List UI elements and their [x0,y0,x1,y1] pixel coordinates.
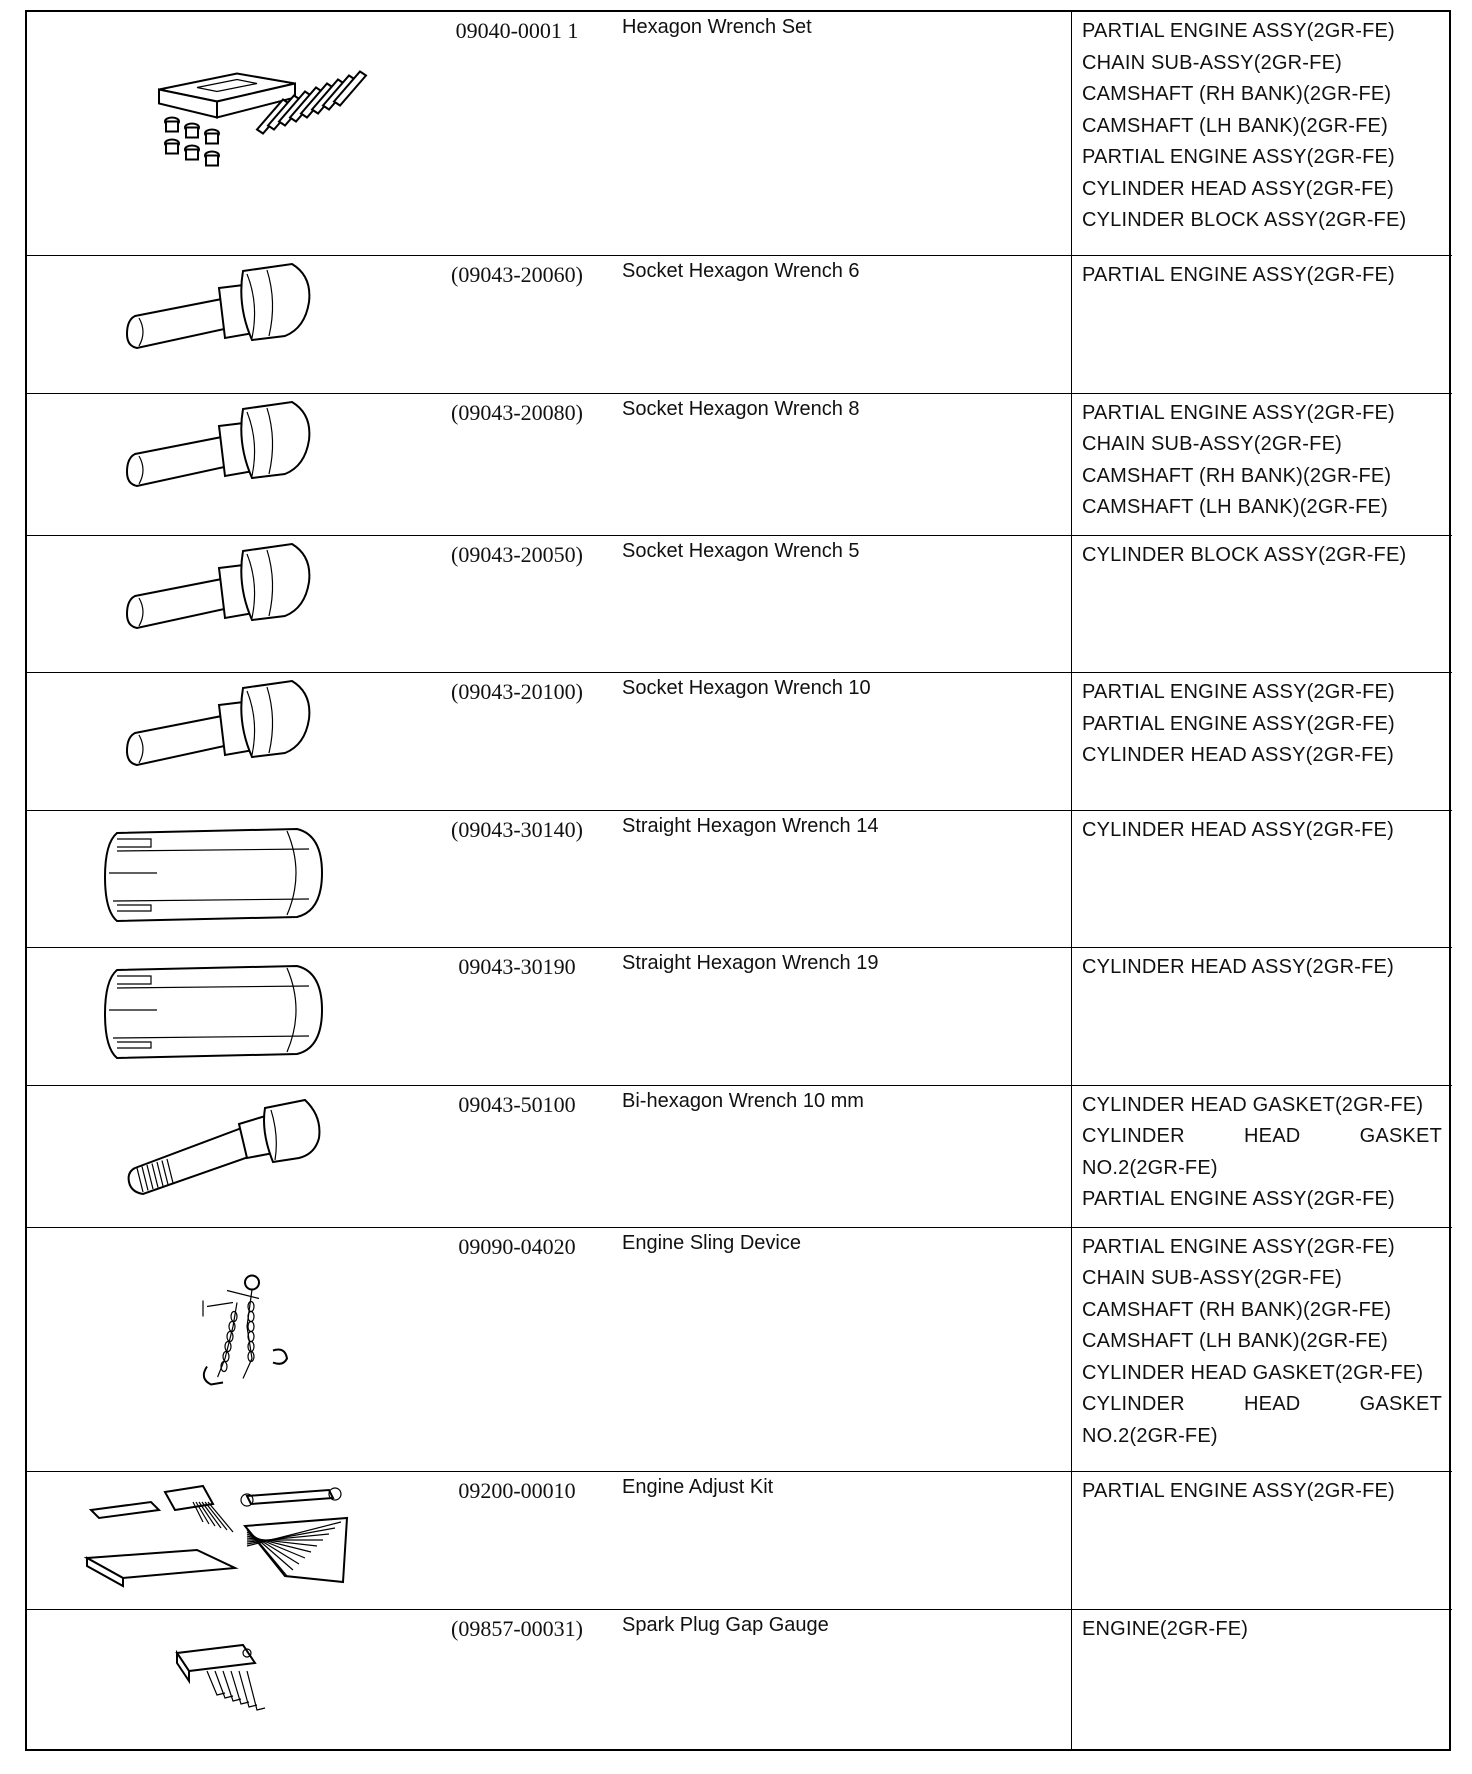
application-list [1072,1086,1452,1216]
applications-cell [1072,535,1453,673]
part-number: (09857-00031) [451,1615,583,1641]
application-item: CHAIN SUB-ASSY(2GR-FE) [1082,433,1342,456]
application-item: CYLINDER BLOCK ASSY(2GR-FE) [1082,543,1407,566]
spark-plug-gap-gauge-illustration [27,1610,427,1749]
part-number: 09043-30190 [458,954,576,980]
part-number: (09043-20080) [451,399,583,425]
tool-cell [27,810,1072,948]
socket-hexagon-wrench-icon [27,256,427,393]
tool-cell [27,673,1072,811]
socket-hexagon-wrench-illustration [27,256,427,393]
tool-cell [27,535,1072,673]
application-item: PARTIAL ENGINE ASSY(2GR-FE) [1082,146,1395,168]
application-item: PARTIAL ENGINE ASSY(2GR-FE) [1082,264,1395,287]
table-row [27,535,1452,673]
application-item: PARTIAL ENGINE ASSY(2GR-FE) [1082,1188,1395,1211]
applications-cell [1072,948,1453,1086]
engine-adjust-kit-illustration [27,1472,427,1609]
application-item: NO.2(2GR-FE) [1082,1156,1218,1179]
table-row [27,1472,1452,1610]
bi-hexagon-wrench-icon [27,1086,427,1227]
table-row [27,256,1452,394]
application-item: CAMSHAFT (RH BANK)(2GR-FE) [1082,83,1392,105]
application-item: CYLINDER HEAD GASKET [1082,1393,1442,1416]
application-list [1072,948,1452,984]
application-item: ENGINE(2GR-FE) [1082,1617,1249,1640]
table-row [27,1227,1452,1471]
table-row [27,673,1452,811]
tool-name: Engine Adjust Kit [622,1476,774,1499]
application-list [1072,1228,1452,1453]
application-item: CYLINDER HEAD ASSY(2GR-FE) [1082,956,1394,979]
tool-name: Socket Hexagon Wrench 10 [622,677,871,700]
spark-plug-gap-gauge-icon [27,1610,427,1749]
tool-name: Socket Hexagon Wrench 5 [622,539,860,562]
bi-hexagon-wrench-illustration [27,1086,427,1227]
table-row [27,810,1452,948]
application-item: CYLINDER HEAD ASSY(2GR-FE) [1082,177,1394,200]
part-number: 09090-04020 [458,1233,576,1259]
application-item: PARTIAL ENGINE ASSY(2GR-FE) [1082,1235,1395,1258]
application-item: PARTIAL ENGINE ASSY(2GR-FE) [1082,712,1395,735]
application-list [1072,12,1452,237]
tool-cell [27,1227,1072,1471]
engine-sling-device-illustration [27,1228,427,1471]
hexagon-wrench-set-icon [27,12,427,255]
application-item: CAMSHAFT (LH BANK)(2GR-FE) [1082,496,1388,519]
hexagon-wrench-set-illustration [27,12,427,255]
applications-cell [1072,256,1453,394]
tool-cell [27,1609,1072,1749]
applications-cell [1072,1472,1453,1610]
part-number: 09040-0001 1 [455,18,579,43]
applications-cell [1072,1609,1453,1749]
special-service-tools-table [27,12,1452,1749]
application-item: CYLINDER HEAD ASSY(2GR-FE) [1082,818,1394,841]
application-item: PARTIAL ENGINE ASSY(2GR-FE) [1082,1480,1395,1503]
straight-hexagon-wrench-icon [27,948,427,1085]
socket-hexagon-wrench-icon [27,536,427,673]
tool-name: Socket Hexagon Wrench 8 [622,397,860,420]
application-item: PARTIAL ENGINE ASSY(2GR-FE) [1082,20,1395,42]
part-number: 09200-00010 [458,1478,576,1504]
tool-cell [27,256,1072,394]
applications-cell [1072,673,1453,811]
part-number: (09043-20050) [451,541,583,567]
socket-hexagon-wrench-icon [27,394,427,535]
application-item: CHAIN SUB-ASSY(2GR-FE) [1082,51,1342,74]
tool-cell [27,948,1072,1086]
application-item: CAMSHAFT (LH BANK)(2GR-FE) [1082,114,1388,137]
socket-hexagon-wrench-illustration [27,673,427,810]
applications-cell [1072,12,1453,256]
application-item: CAMSHAFT (LH BANK)(2GR-FE) [1082,1330,1388,1353]
application-item: PARTIAL ENGINE ASSY(2GR-FE) [1082,681,1395,704]
application-item: CYLINDER HEAD GASKET(2GR-FE) [1082,1361,1424,1384]
part-number: (09043-20100) [451,679,583,705]
table-row [27,12,1452,256]
applications-cell [1072,393,1453,535]
tool-cell [27,1085,1072,1227]
table-row [27,1085,1452,1227]
application-item: CYLINDER HEAD ASSY(2GR-FE) [1082,744,1394,767]
socket-hexagon-wrench-illustration [27,536,427,673]
tool-cell [27,1472,1072,1610]
application-item: PARTIAL ENGINE ASSY(2GR-FE) [1082,401,1395,424]
table-row [27,393,1452,535]
application-item: CYLINDER BLOCK ASSY(2GR-FE) [1082,209,1407,231]
applications-cell [1072,1085,1453,1227]
socket-hexagon-wrench-icon [27,673,427,810]
applications-cell [1072,810,1453,948]
engine-adjust-kit-icon [27,1472,427,1609]
straight-hexagon-wrench-icon [27,811,427,948]
application-item: CAMSHAFT (RH BANK)(2GR-FE) [1082,464,1392,487]
application-list [1072,1610,1452,1646]
applications-cell [1072,1227,1453,1471]
tool-name: Straight Hexagon Wrench 19 [622,952,879,975]
part-number: 09043-50100 [458,1091,576,1117]
application-item: CHAIN SUB-ASSY(2GR-FE) [1082,1267,1342,1290]
table-row [27,1609,1452,1749]
sst-table-page [25,10,1451,1751]
straight-hexagon-wrench-illustration [27,948,427,1085]
tool-name: Hexagon Wrench Set [622,16,812,38]
straight-hexagon-wrench-illustration [27,811,427,948]
application-list [1072,1472,1452,1508]
application-list [1072,673,1452,772]
tool-cell [27,393,1072,535]
application-list [1072,394,1452,524]
application-item: NO.2(2GR-FE) [1082,1424,1218,1447]
socket-hexagon-wrench-illustration [27,394,427,535]
application-list [1072,811,1452,847]
application-item: CYLINDER HEAD GASKET(2GR-FE) [1082,1093,1424,1116]
part-number: (09043-20060) [451,262,583,288]
tool-name: Spark Plug Gap Gauge [622,1613,829,1636]
tool-name: Straight Hexagon Wrench 14 [622,814,879,837]
tool-cell [27,12,1072,256]
tool-name: Socket Hexagon Wrench 6 [622,260,860,283]
application-list [1072,256,1452,292]
table-row [27,948,1452,1086]
tool-name: Bi-hexagon Wrench 10 mm [622,1089,864,1112]
engine-sling-device-icon [27,1228,427,1471]
part-number: (09043-30140) [451,816,583,842]
application-item: CAMSHAFT (RH BANK)(2GR-FE) [1082,1298,1392,1321]
application-list [1072,536,1452,572]
tool-name: Engine Sling Device [622,1231,801,1254]
application-item: CYLINDER HEAD GASKET [1082,1125,1442,1148]
